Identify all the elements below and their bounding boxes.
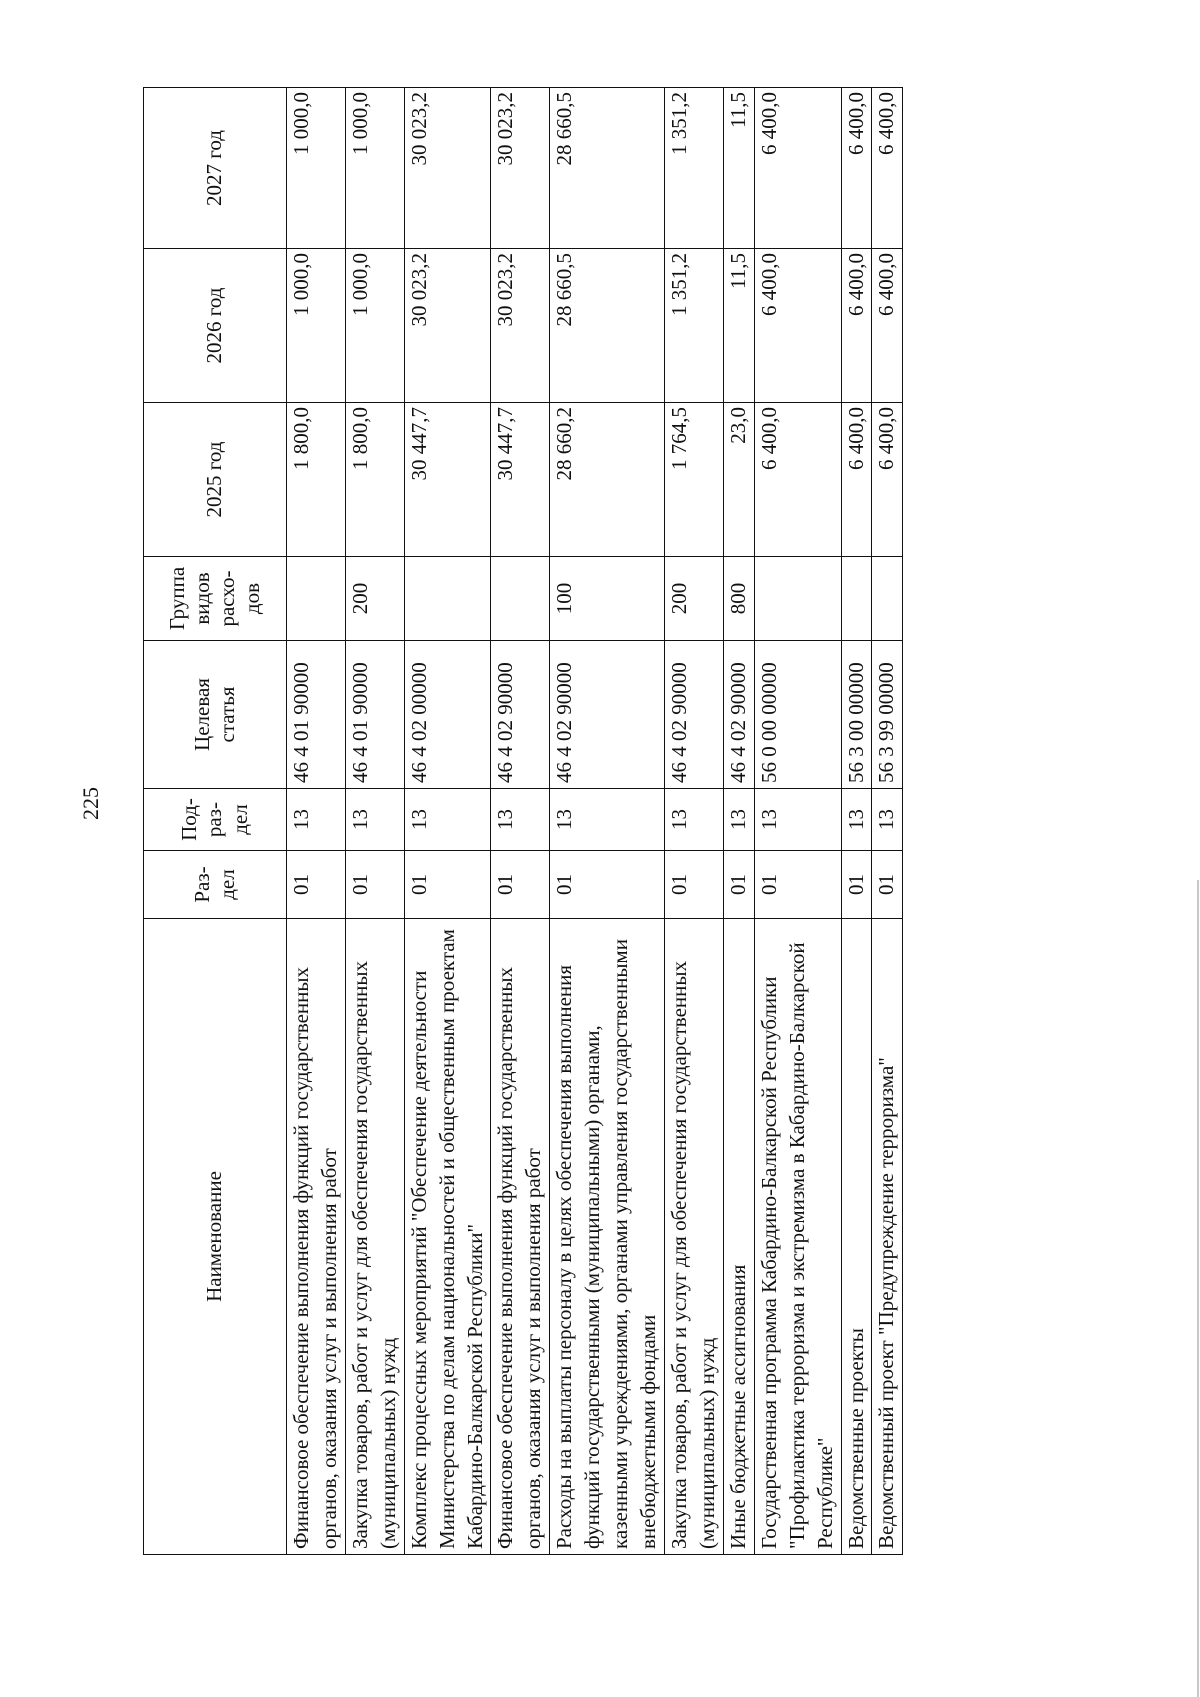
cell-razdel: 01: [287, 851, 346, 919]
cell-2027: 6 400,0: [754, 88, 841, 249]
cell-name: Ведомственный проект "Предупреждение терроризма": [872, 919, 903, 1555]
header-target: Целевая статья: [144, 641, 287, 789]
table-row: [345, 88, 404, 1555]
cell-podrazdel: 13: [345, 789, 404, 851]
budget-table: [143, 87, 903, 1555]
rotated-table-container: [143, 88, 1031, 1555]
cell-target: 46 4 02 90000: [550, 641, 665, 789]
cell-2027: 30 023,2: [404, 88, 491, 249]
cell-group: 100: [550, 557, 665, 641]
scan-edge-line: [1197, 880, 1199, 1697]
cell-2025: 1 764,5: [664, 403, 723, 557]
cell-target: 46 4 02 90000: [491, 641, 550, 789]
cell-name: Финансовое обеспечение выполнения функций государственных органов, оказания услуг и выполнения работ: [287, 919, 346, 1555]
cell-2027: 11,5: [723, 88, 754, 249]
table-row: [287, 88, 346, 1555]
cell-2027: 6 400,0: [841, 88, 872, 249]
cell-group: [491, 557, 550, 641]
cell-group: 200: [664, 557, 723, 641]
cell-2026: 1 351,2: [664, 249, 723, 403]
header-2026: 2026 год: [144, 249, 287, 403]
cell-2026: 28 660,5: [550, 249, 665, 403]
cell-2027: 1 351,2: [664, 88, 723, 249]
table-row: [550, 88, 665, 1555]
header-group: Группа видов расхо- дов: [144, 557, 287, 641]
cell-group: [754, 557, 841, 641]
cell-target: 46 4 02 00000: [404, 641, 491, 789]
header-2027: 2027 год: [144, 88, 287, 249]
header-name: Наименование: [144, 919, 287, 1555]
table-row: [404, 88, 491, 1555]
cell-razdel: 01: [550, 851, 665, 919]
cell-group: [404, 557, 491, 641]
cell-2025: 30 447,7: [404, 403, 491, 557]
cell-2027: 30 023,2: [491, 88, 550, 249]
table-row: [723, 88, 754, 1555]
cell-group: [872, 557, 903, 641]
cell-target: 56 3 00 00000: [841, 641, 872, 789]
cell-name: Расходы на выплаты персоналу в целях обеспечения выполнения функций государственными (муниципальными) органами, казенными учреждениями, органами управления государственными внебюджетными фондами: [550, 919, 665, 1555]
cell-2025: 6 400,0: [841, 403, 872, 557]
cell-podrazdel: 13: [723, 789, 754, 851]
table-row: [491, 88, 550, 1555]
cell-razdel: 01: [841, 851, 872, 919]
cell-name: Закупка товаров, работ и услуг для обеспечения государственных (муниципальных) нужд: [345, 919, 404, 1555]
cell-group: [287, 557, 346, 641]
cell-razdel: 01: [754, 851, 841, 919]
cell-podrazdel: 13: [491, 789, 550, 851]
table-row: [872, 88, 903, 1555]
cell-podrazdel: 13: [664, 789, 723, 851]
cell-2025: 30 447,7: [491, 403, 550, 557]
cell-razdel: 01: [723, 851, 754, 919]
cell-target: 46 4 01 90000: [287, 641, 346, 789]
cell-group: [841, 557, 872, 641]
cell-name: Государственная программа Кабардино-Балкарской Республики "Профилактика терроризма и экстремизма в Кабардино-Балкарской Республике": [754, 919, 841, 1555]
cell-target: 56 3 99 00000: [872, 641, 903, 789]
cell-razdel: 01: [491, 851, 550, 919]
table-row: [754, 88, 841, 1555]
cell-2025: 23,0: [723, 403, 754, 557]
cell-name: Комплекс процессных мероприятий "Обеспечение деятельности Министерства по делам национальностей и общественным проектам Кабардино-Балкарской Республики": [404, 919, 491, 1555]
cell-group: 200: [345, 557, 404, 641]
cell-2026: 30 023,2: [404, 249, 491, 403]
cell-2025: 1 800,0: [345, 403, 404, 557]
cell-2027: 1 000,0: [345, 88, 404, 249]
cell-2026: 30 023,2: [491, 249, 550, 403]
cell-razdel: 01: [404, 851, 491, 919]
page-number: 225: [78, 787, 103, 820]
cell-name: Иные бюджетные ассигнования: [723, 919, 754, 1555]
cell-2025: 1 800,0: [287, 403, 346, 557]
cell-target: 46 4 02 90000: [664, 641, 723, 789]
header-2025: 2025 год: [144, 403, 287, 557]
cell-2025: 6 400,0: [872, 403, 903, 557]
header-podrazdel: Под- раз- дел: [144, 789, 287, 851]
cell-name: Ведомственные проекты: [841, 919, 872, 1555]
cell-2026: 1 000,0: [345, 249, 404, 403]
cell-2026: 6 400,0: [841, 249, 872, 403]
cell-group: 800: [723, 557, 754, 641]
cell-razdel: 01: [872, 851, 903, 919]
cell-target: 46 4 02 90000: [723, 641, 754, 789]
cell-podrazdel: 13: [841, 789, 872, 851]
cell-podrazdel: 13: [550, 789, 665, 851]
cell-name: Закупка товаров, работ и услуг для обеспечения государственных (муниципальных) нужд: [664, 919, 723, 1555]
cell-razdel: 01: [345, 851, 404, 919]
cell-2026: 6 400,0: [872, 249, 903, 403]
cell-2026: 11,5: [723, 249, 754, 403]
header-row: [144, 88, 287, 1555]
cell-2026: 1 000,0: [287, 249, 346, 403]
cell-2027: 6 400,0: [872, 88, 903, 249]
cell-target: 56 0 00 00000: [754, 641, 841, 789]
cell-podrazdel: 13: [754, 789, 841, 851]
cell-2027: 28 660,5: [550, 88, 665, 249]
cell-razdel: 01: [664, 851, 723, 919]
cell-2027: 1 000,0: [287, 88, 346, 249]
cell-2026: 6 400,0: [754, 249, 841, 403]
table-row: [841, 88, 872, 1555]
table-row: [664, 88, 723, 1555]
cell-target: 46 4 01 90000: [345, 641, 404, 789]
cell-podrazdel: 13: [287, 789, 346, 851]
header-razdel: Раз- дел: [144, 851, 287, 919]
cell-podrazdel: 13: [404, 789, 491, 851]
cell-2025: 28 660,2: [550, 403, 665, 557]
cell-podrazdel: 13: [872, 789, 903, 851]
cell-name: Финансовое обеспечение выполнения функций государственных органов, оказания услуг и выполнения работ: [491, 919, 550, 1555]
cell-2025: 6 400,0: [754, 403, 841, 557]
